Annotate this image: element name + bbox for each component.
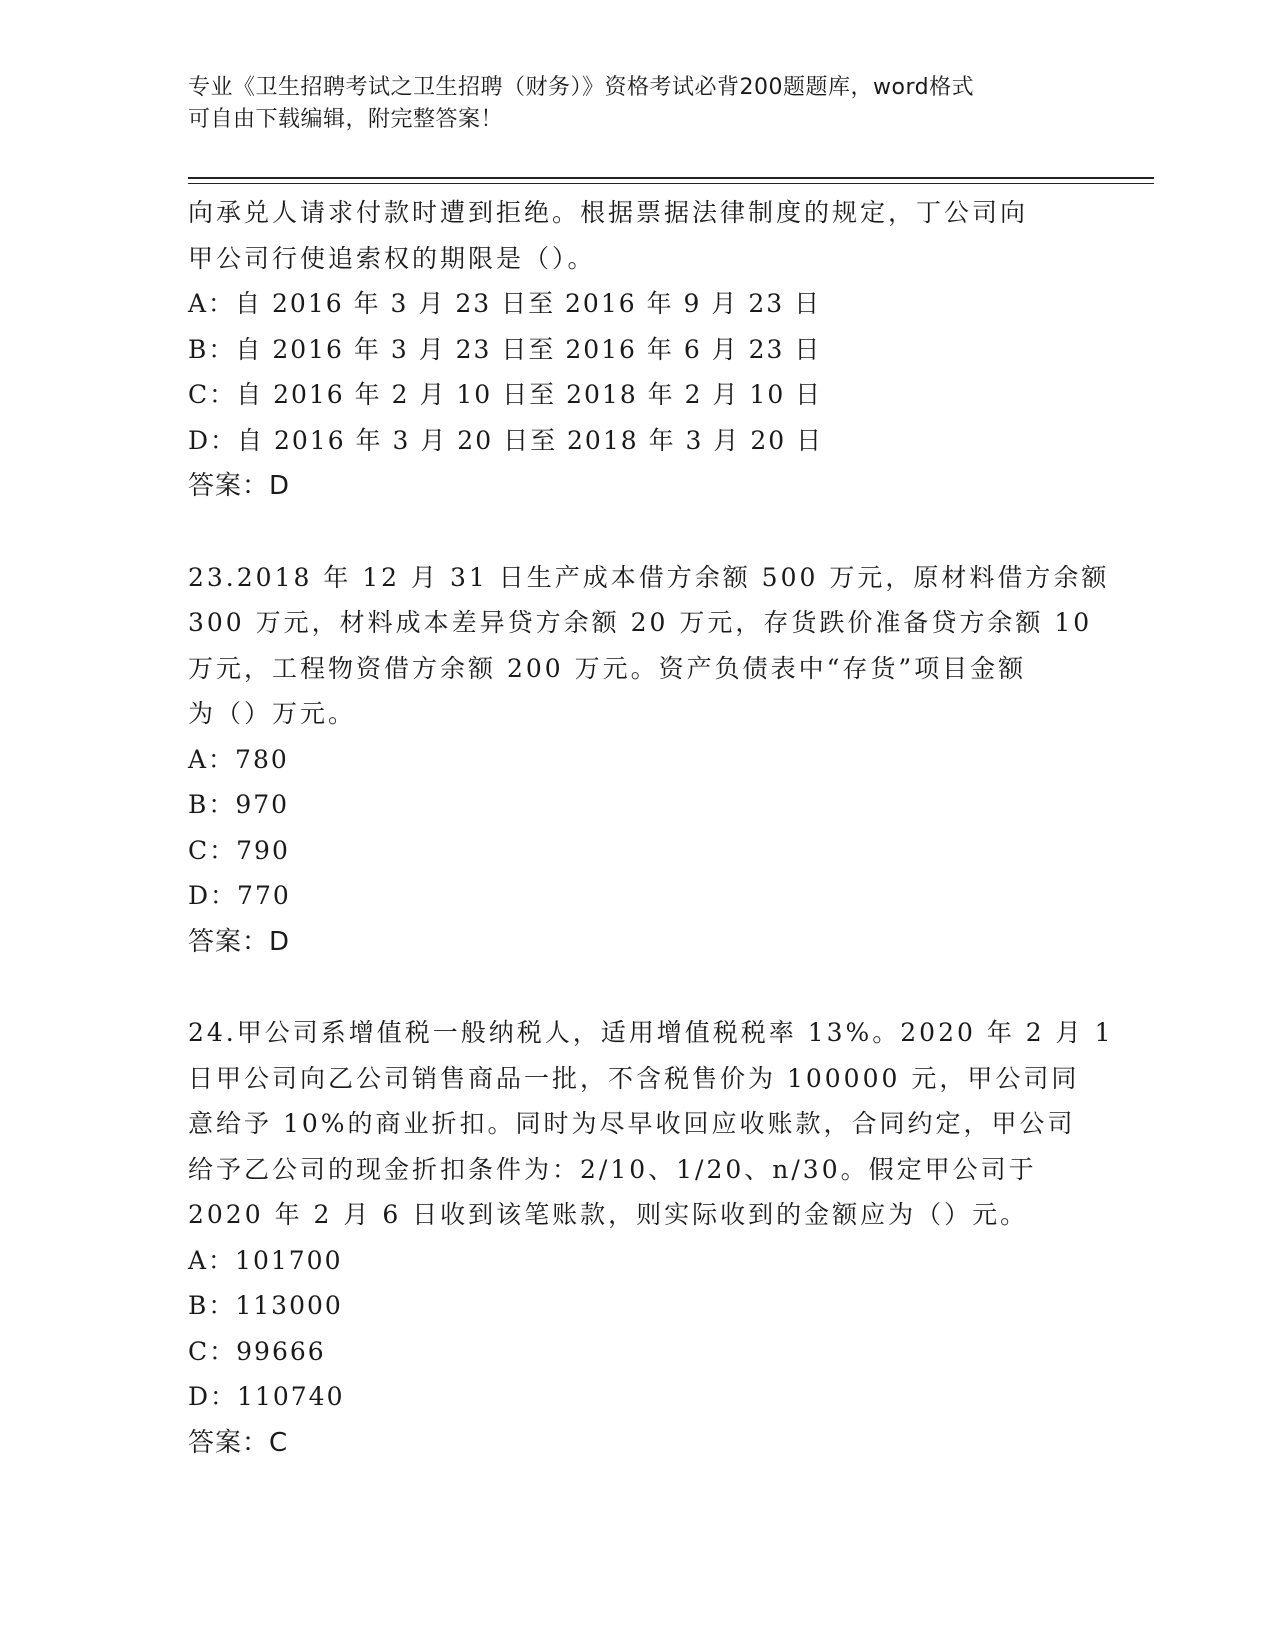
header-title-line-1: 专业《卫生招聘考试之卫生招聘（财务）》资格考试必背200题题库，word格式 — [188, 75, 975, 100]
answer-line: 答案：D — [188, 471, 291, 501]
answer-line: 答案：C — [188, 1427, 289, 1458]
page-header — [188, 72, 1088, 136]
option-d: D：110740 — [188, 1382, 345, 1411]
question-24 — [188, 1010, 1114, 1466]
question-stem-line: 23.2018 年 12 月 31 日生产成本借方余额 500 万元，原材料借方余额 — [188, 562, 1110, 592]
question-stem-line: 意给予 10%的商业折扣。同时为尽早收回应收账款，合同约定，甲公司 — [188, 1109, 1076, 1138]
question-22 — [188, 190, 1088, 509]
answer-line: 答案：D — [188, 926, 291, 957]
option-c: C：790 — [188, 835, 290, 865]
question-stem-line: 万元，工程物资借方余额 200 万元。资产负债表中“存货”项目金额 — [188, 653, 1027, 683]
option-d: D：770 — [188, 881, 291, 910]
question-stem-line: 24.甲公司系增值税一般纳税人，适用增值税税率 13%。2020 年 2 月 1 — [188, 1018, 1114, 1047]
question-stem-line: 日甲公司向乙公司销售商品一批，不含税售价为 100000 元，甲公司同 — [188, 1063, 1080, 1093]
option-a: A：101700 — [188, 1245, 343, 1275]
option-c: C：自 2016 年 2 月 10 日至 2018 年 2 月 10 日 — [188, 380, 823, 409]
document-body — [188, 190, 1114, 1466]
option-b: B：自 2016 年 3 月 23 日至 2016 年 6 月 23 日 — [188, 334, 822, 364]
question-stem-line: 向承兑人请求付款时遭到拒绝。根据票据法律制度的规定，丁公司向 — [188, 198, 1029, 227]
option-c: C：99666 — [188, 1336, 326, 1366]
option-b: B：113000 — [188, 1291, 343, 1320]
option-a: A：780 — [188, 744, 289, 774]
spacer — [188, 509, 1088, 555]
header-divider-thin — [188, 183, 1154, 184]
question-stem-line: 为（）万元。 — [188, 699, 357, 728]
option-a: A：自 2016 年 3 月 23 日至 2016 年 9 月 23 日 — [188, 289, 822, 318]
question-stem-line: 甲公司行使追索权的期限是（）。 — [188, 243, 596, 273]
question-stem-line: 2020 年 2 月 6 日收到该笔账款，则实际收到的金额应为（）元。 — [188, 1200, 1029, 1229]
option-d: D：自 2016 年 3 月 20 日至 2018 年 3 月 20 日 — [188, 425, 824, 455]
header-divider-thick — [188, 177, 1154, 179]
option-b: B：970 — [188, 790, 290, 819]
header-title-line-2: 可自由下载编辑，附完整答案！ — [188, 107, 504, 132]
question-stem-line: 给予乙公司的现金折扣条件为：2/10、1/20、n/30。假定甲公司于 — [188, 1154, 1037, 1184]
question-stem-line: 300 万元，材料成本差异贷方余额 20 万元，存货跌价准备贷方余额 10 — [188, 608, 1093, 637]
spacer — [188, 965, 1088, 1011]
question-23 — [188, 555, 1110, 965]
